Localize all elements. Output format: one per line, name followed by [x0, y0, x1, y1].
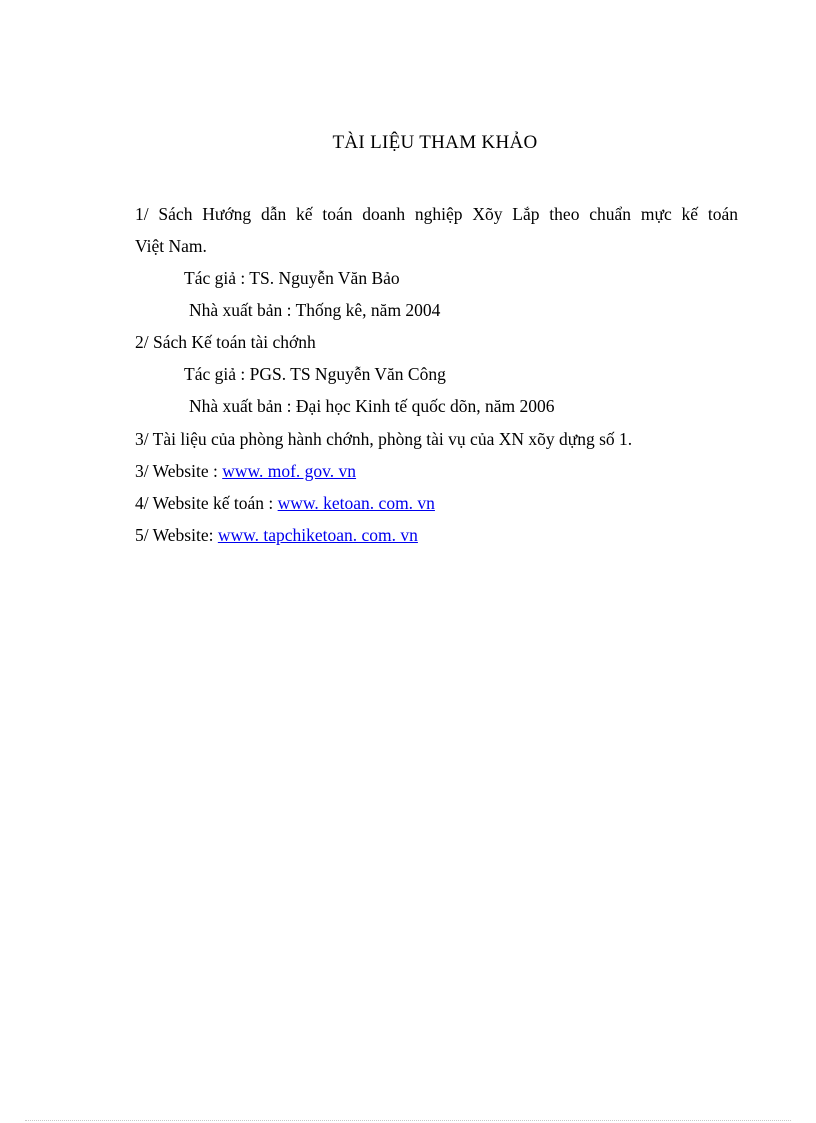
- document-title: TÀI LIỆU THAM KHẢO: [332, 132, 538, 153]
- website-2-prefix: 4/ Website kế toán :: [135, 493, 278, 513]
- reference-1-author: Tác giả : TS. Nguyễn Văn Bảo: [184, 268, 400, 288]
- reference-3-text: 3/ Tài liệu của phòng hành chớnh, phòng tài vụ của XN xõy dựng số 1.: [135, 429, 633, 449]
- reference-1-publisher: Nhà xuất bản : Thống kê, năm 2004: [189, 300, 441, 320]
- website-3-line: [135, 524, 418, 546]
- website-3-prefix: 5/ Website:: [135, 525, 218, 545]
- website-1-line: [135, 460, 356, 482]
- website-3-link[interactable]: www. tapchiketoan. com. vn: [217, 525, 418, 545]
- reference-1-line-2: Việt Nam.: [135, 236, 207, 256]
- reference-2-publisher: Nhà xuất bản : Đại học Kinh tế quốc dõn, năm 2006: [189, 396, 555, 416]
- reference-2-author: Tác giả : PGS. TS Nguyễn Văn Công: [184, 364, 446, 384]
- website-2-line: [135, 492, 435, 514]
- website-2-link[interactable]: www. ketoan. com. vn: [277, 493, 435, 513]
- page-bottom-divider: [25, 1120, 791, 1121]
- website-1-prefix: 3/ Website :: [135, 461, 223, 481]
- website-1-link[interactable]: www. mof. gov. vn: [222, 461, 357, 481]
- reference-1-line-1: 1/ Sách Hướng dẫn kế toán doanh nghiệp Xõy Lắp theo chuẩn mực kế toán: [135, 204, 738, 224]
- reference-2-title: 2/ Sách Kế toán tài chớnh: [135, 332, 316, 352]
